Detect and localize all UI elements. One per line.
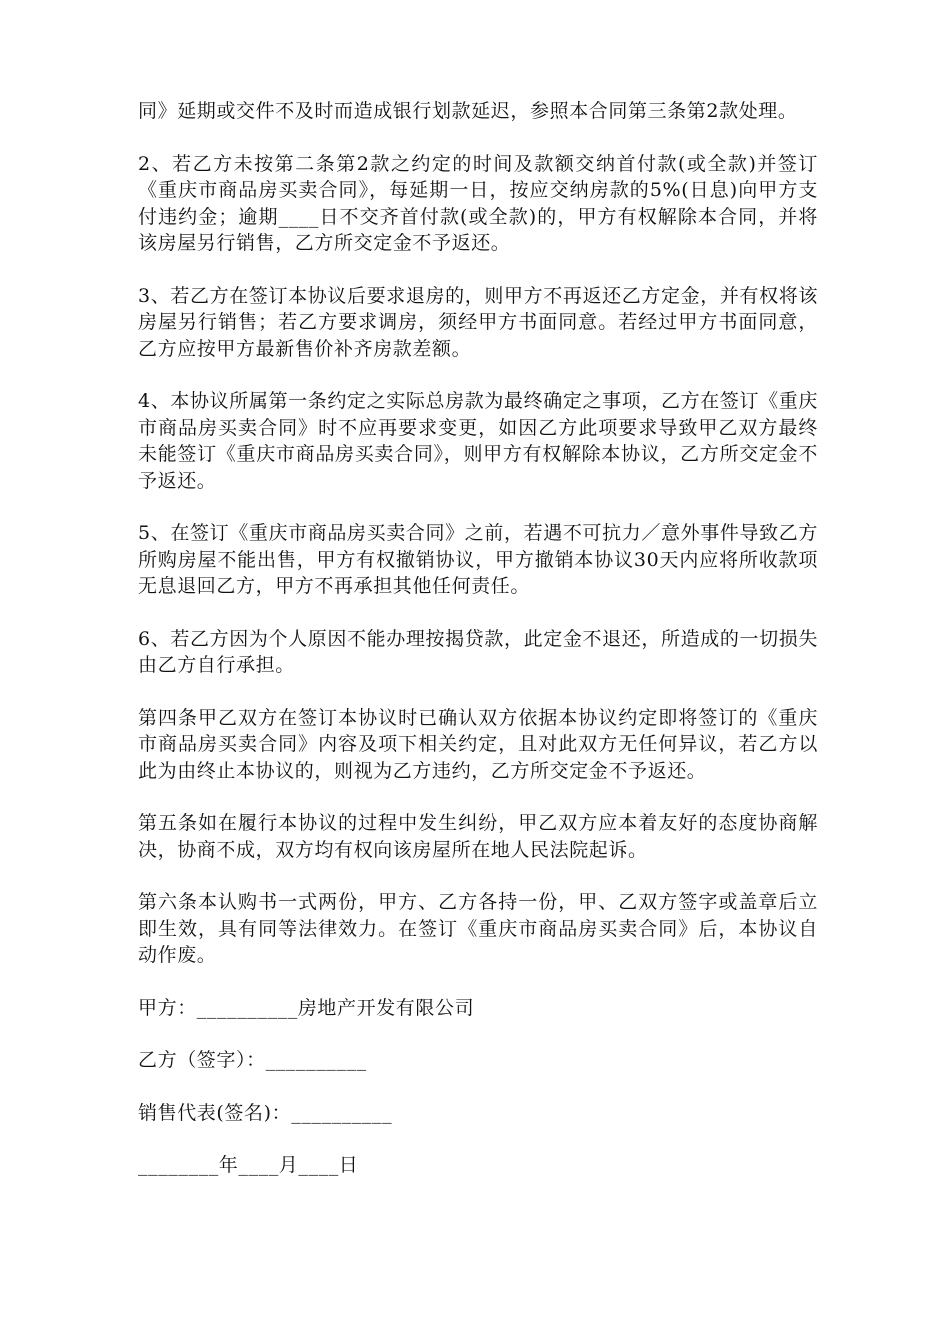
paragraph-continuation: 同》延期或交件不及时而造成银行划款延迟，参照本合同第三条第2款处理。 [138, 100, 798, 122]
document-body [138, 98, 818, 1205]
signature-party-a: 甲方：__________房地产开发有限公司 [138, 996, 475, 1019]
signature-party-b: 乙方（签字）：__________ [138, 1049, 367, 1071]
paragraph-clause-3: 3、若乙方在签订本协议后要求退房的，则甲方不再返还乙方定金，并有权将该房屋另行销售；若乙方要求调房，须经甲方书面同意。若经过甲方书面同意，乙方应按甲方最新售价补齐房款差额。 [138, 284, 818, 360]
paragraph-clause-2: 2、若乙方未按第二条第2款之约定的时间及款额交纳首付款(或全款)并签订《重庆市商品房买卖合同》，每延期一日，按应交纳房款的5%(日息)向甲方支付违约金；逾期____日不交齐首付款(或全款)的，甲方有权解除本合同，并将该房屋另行销售，乙方所交定金不予返还。 [138, 152, 818, 254]
paragraph-article-4: 第四条甲乙双方在签订本协议时已确认双方依据本协议约定即将签订的《重庆市商品房买卖合同》内容及项下相关约定，且对此双方无任何异议，若乙方以此为由终止本协议的，则视为乙方违约，乙方所交定金不予返还。 [138, 706, 818, 782]
paragraph-article-5: 第五条如在履行本协议的过程中发生纠纷，甲乙双方应本着友好的态度协商解决，协商不成，双方均有权向该房屋所在地人民法院起诉。 [138, 812, 818, 861]
signature-sales-rep: 销售代表(签名)：__________ [138, 1101, 393, 1124]
paragraph-clause-4: 4、本协议所属第一条约定之实际总房款为最终确定之事项，乙方在签订《重庆市商品房买卖合同》时不应再要求变更，如因乙方此项要求导致甲乙双方最终未能签订《重庆市商品房买卖合同》，则甲方有权解除本协议，乙方所交定金不予返还。 [138, 390, 818, 492]
paragraph-clause-5: 5、在签订《重庆市商品房买卖合同》之前，若遇不可抗力／意外事件导致乙方所购房屋不能出售，甲方有权撤销协议，甲方撤销本协议30天内应将所收款项无息退回乙方，甲方不再承担其他任何责任。 [138, 522, 818, 597]
paragraph-clause-6: 6、若乙方因为个人原因不能办理按揭贷款，此定金不退还，所造成的一切损失由乙方自行承担。 [138, 627, 818, 676]
signature-date: ________年____月____日 [138, 1154, 359, 1176]
paragraph-article-6: 第六条本认购书一式两份，甲方、乙方各持一份，甲、乙双方签字或盖章后立即生效，具有同等法律效力。在签订《重庆市商品房买卖合同》后，本协议自动作废。 [138, 891, 818, 966]
